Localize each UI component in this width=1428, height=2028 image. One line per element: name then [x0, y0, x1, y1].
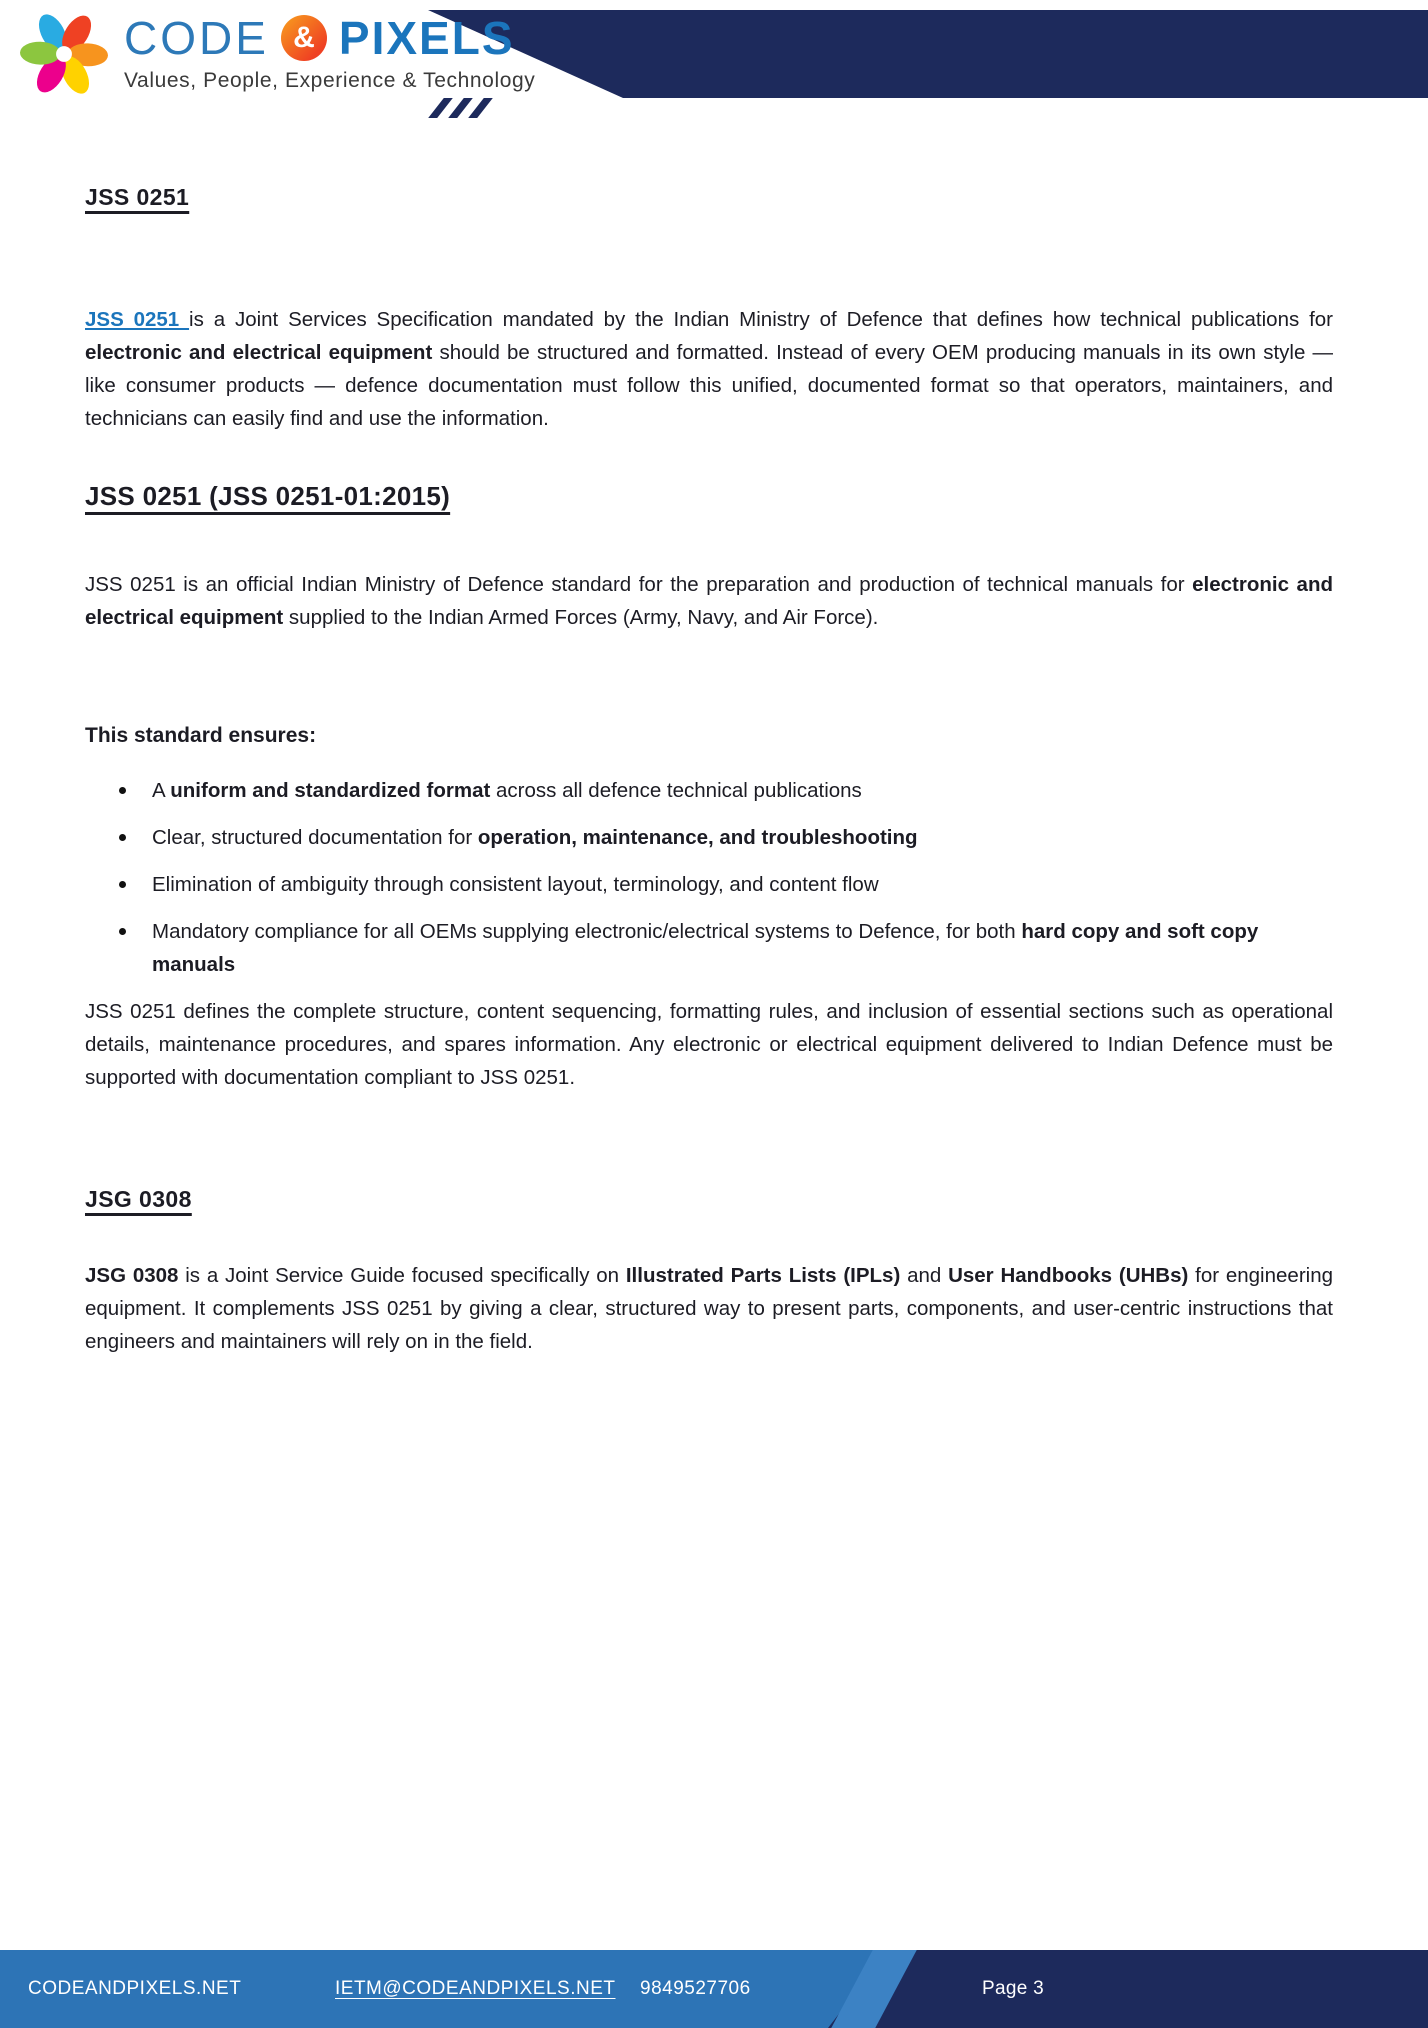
text-run: for engineering equipment. It complements JSS 0251 by giving a clear, structured way to present parts, components, and user-centric instructions that engineers and maintainers will rely on in the field.	[85, 1264, 1333, 1353]
text-run: JSS 0251 is an official Indian Ministry of Defence standard for the preparation and production of technical manuals for	[85, 573, 1193, 596]
text-run: and	[900, 1264, 949, 1287]
text-run: uniform and standardized format	[170, 779, 491, 802]
footer-dark-panel	[828, 1950, 1428, 2028]
logo-text	[124, 12, 536, 93]
ensures-label: This standard ensures:	[85, 724, 317, 747]
document-content	[0, 184, 1428, 1358]
heading-jss-0251: JSS 0251	[85, 184, 190, 210]
text-run: operation, maintenance, and troubleshooting	[477, 826, 918, 849]
bullet-item	[85, 821, 1333, 854]
logo	[20, 10, 535, 98]
text-run: electronic and electrical equipment	[85, 573, 1333, 629]
paragraph-jss-defines: JSS 0251 defines the complete structure, content sequencing, formatting rules, and inclusion of essential sections such as operational details, maintenance procedures, and spares information. Any electronic or electrical equipment delivered to Indian Defence must be supported with documentation compliant to JSS 0251.	[85, 1000, 1333, 1089]
footer	[0, 1950, 1428, 2028]
page-number: Page 3	[982, 1978, 1045, 1999]
logo-tagline: Values, People, Experience & Technology	[124, 69, 536, 92]
bullet-item	[85, 915, 1333, 981]
text-run: Clear, structured documentation for	[152, 826, 478, 849]
text-run: Elimination of ambiguity through consistent layout, terminology, and content flow	[152, 873, 879, 896]
paragraph-jss-intro	[85, 303, 1333, 435]
text-run: electronic and electrical equipment	[85, 341, 433, 364]
heading-jsg-0308: JSG 0308	[85, 1186, 192, 1212]
header	[0, 0, 1428, 120]
bullet-item	[85, 868, 1333, 901]
text-run: User Handbooks (UHBs)	[948, 1264, 1189, 1287]
logo-ampersand: &	[293, 21, 315, 54]
text-run: JSG 0308	[85, 1264, 179, 1287]
text-run: hard copy and soft copy manuals	[152, 920, 1259, 976]
bullet-item	[85, 774, 1333, 807]
text-run: is a Joint Services Specification mandated by the Indian Ministry of Defence that defines how technical publications for	[189, 308, 1333, 331]
banner-stripe	[468, 98, 493, 118]
text-run: across all defence technical publications	[490, 779, 862, 802]
text-run: A	[152, 779, 171, 802]
pinwheel-logo-icon	[20, 10, 108, 98]
ensures-list	[85, 774, 1333, 981]
inline-link[interactable]: JSS 0251	[85, 308, 190, 331]
text-run: should be structured and formatted. Instead of every OEM producing manuals in its own style — like consumer products — defence documentation must follow this unified, documented format so that operators, maintainers, and technicians can easily find and use the information.	[85, 341, 1333, 430]
logo-ampersand-badge	[281, 15, 327, 61]
paragraph-jss-official	[85, 568, 1333, 634]
header-banner-stripes	[436, 98, 485, 118]
paragraph-jsg-0308	[85, 1259, 1333, 1358]
logo-word-pixels: PIXELS	[338, 12, 515, 64]
footer-website: CODEANDPIXELS.NET	[28, 1978, 242, 1999]
brand-line	[124, 12, 535, 64]
text-run: Illustrated Parts Lists (IPLs)	[625, 1264, 901, 1287]
footer-email-link[interactable]: IETM@CODEANDPIXELS.NET	[335, 1978, 616, 1999]
text-run: Mandatory compliance for all OEMs supplying electronic/electrical systems to Defence, for both	[152, 920, 1022, 943]
header-banner	[428, 10, 1428, 98]
text-run: is a Joint Service Guide focused specifically on	[178, 1264, 626, 1287]
heading-jss-0251-01-2015: JSS 0251 (JSS 0251-01:2015)	[85, 481, 451, 511]
footer-phone: 9849527706	[640, 1978, 751, 1999]
logo-word-code: CODE	[124, 12, 269, 64]
text-run: supplied to the Indian Armed Forces (Army, Navy, and Air Force).	[283, 606, 879, 629]
